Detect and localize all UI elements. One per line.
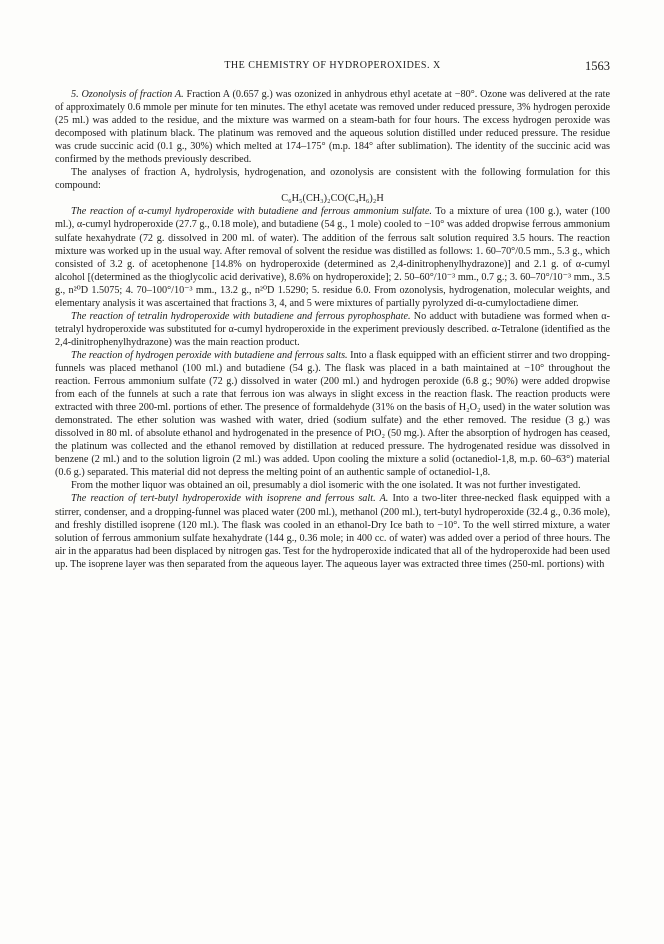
paragraph-tetralin bbox=[55, 310, 610, 349]
paragraph-text: Into a flask equipped with an efficient stirrer and two dropping-funnels was placed methanol (100 ml.) and butadiene (54 g.). The flask was placed in a bath maintained at −10° throughout the reaction. Ferrous ammonium sulfate (72 g.) dissolved in water (200 ml.) and hydrogen peroxide (6.8 g.; 90%) were added dropwise from each of the funnels at such a rate that ferrous ion was always in slight excess in the reaction flask. The reaction products were extracted with three 200-ml. portions of ether. The presence of formaldehyde (31% on the basis of H₂O₂ used) in the water solution was demonstrated. The ether solution was washed with water, dried (sodium sulfate) and the ether removed. The residue (3 g.) was dissolved in 80 ml. of absolute ethanol and hydrogenated in the presence of PtO₂ (50 mg.). After the absorption of hydrogen has ceased, the platinum was collected and the ethanol removed by distillation at reduced pressure. The hydrogenated residue was dissolved in benzene (2 ml.) and to the solution ligroin (2 ml.) was added. Upon cooling the mixture a solid (octanediol-1,8, m.p. 60–63°) material (0.6 g.) separated. This material did not depress the melting point of an authentic sample of octanediol-1,8. bbox=[55, 349, 610, 479]
paragraph-tert-butyl bbox=[55, 492, 610, 570]
running-head bbox=[55, 60, 610, 76]
paragraph-text: From the mother liquor was obtained an oil, presumably a diol isomeric with the one isolated. It was not further investigated. bbox=[71, 480, 581, 492]
paragraph-text: Into a two-liter three-necked flask equipped with a stirrer, condenser, and a dropping-funnel was placed water (200 ml.), methanol (200 ml.), tert-butyl hydroperoxide (32.4 g., 0.36 mole), and freshly distilled isoprene (120 ml.). The flask was cooled in an ethanol-Dry Ice bath to −10°. To the well stirred mixture, a water solution of ferrous ammonium sulfate hexahydrate (144 g., 0.36 mole; in 400 cc. of water) was added over a period of three hours. The air in the apparatus had been displaced by nitrogen gas. Test for the hydroperoxide indicated that all of the hydroperoxide had been used up. The isoprene layer was then separated from the aqueous layer. The aqueous layer was extracted three times (250-ml. portions) with bbox=[55, 493, 611, 570]
paragraph-text: No adduct with butadiene was formed when α-tetralyl hydroperoxide was substituted for α-cumyl hydroperoxide in the experiment previously described. α-Tetralone (identified as the 2,4-dinitrophenylhydrazone) was the main reaction product. bbox=[55, 310, 610, 348]
section-lead: The reaction of tetralin hydroperoxide with butadiene and ferrous pyrophosphate. bbox=[71, 310, 411, 322]
journal-page bbox=[55, 60, 610, 571]
article-body bbox=[55, 88, 610, 571]
paragraph-cumyl-butadiene bbox=[55, 205, 610, 309]
section-lead: The reaction of α-cumyl hydroperoxide with butadiene and ferrous ammonium sulfate. bbox=[71, 206, 432, 218]
paragraph-text: The analyses of fraction A, hydrolysis, hydrogenation, and ozonolysis are consistent with the following formulation for this compound: bbox=[55, 167, 610, 192]
page-number: 1563 bbox=[585, 59, 610, 73]
paragraph-text: To a mixture of urea (100 g.), water (100 ml.), α-cumyl hydroperoxide (27.7 g., 0.18 mole), and butadiene (54 g., 1 mole) cooled to −10° was added dropwise ferrous ammonium sulfate hexahydrate (72 g. dissolved in 200 ml. of water). The addition of the ferrous salt solution required 3.5 hours. The reaction mixture was worked up in the usual way. After removal of solvent the residue was distilled as follows: 1. 60–70°/0.5 mm., 5.3 g., which consisted of 3.2 g. of acetophenone [14.8% on hydroperoxide (determined as 2,4-dinitrophenylhydrazone)] and 2.1 g. of α-cumyl alcohol [(determined as the thioglycolic acid derivative), 8.6% on hydroperoxide]; 2. 50–60°/10⁻³ mm., 0.7 g.; 3. 60–70°/10⁻³ mm., 3.5 g., n²⁰D 1.5075; 4. 70–100°/10⁻³ mm., 13.2 g., n²⁰D 1.5290; 5. residue 6.0. From ozonolysis, hydrogenation, molecular weights, and elementary analysis it was ascertained that fractions 3, 4, and 5 were mixtures of partially pyrolyzed di-α-cumyloctadiene dimer. bbox=[55, 206, 610, 309]
section-lead: The reaction of tert-butyl hydroperoxide with isoprene and ferrous salt. A. bbox=[71, 493, 389, 505]
paragraph-ozonolysis bbox=[55, 88, 610, 166]
formula-text: C₆H₅(CH₃)₂CO(C₄H₆)₂H bbox=[281, 193, 384, 205]
paragraph-text: Fraction A (0.657 g.) was ozonized in anhydrous ethyl acetate at −80°. Ozone was delivered at the rate of approximately 0.6 mmole per minute for ten minutes. The ethyl acetate was removed under reduced pressure, 3% hydrogen peroxide (25 ml.) was added to the residue, and the mixture was warmed on a steam-bath for four hours. The excess hydrogen peroxide was decomposed with platinum black. The platinum was removed and the aqueous solution distilled under reduced pressure. The residue was crude succinic acid (0.1 g., 30%) which melted at 174–175° (m.p. 184° after sublimation). The identity of the succinic acid was confirmed by the methods previously described. bbox=[55, 89, 610, 166]
section-lead: The reaction of hydrogen peroxide with butadiene and ferrous salts. bbox=[71, 349, 348, 361]
paragraph-mother-liquor bbox=[55, 479, 610, 492]
running-title: THE CHEMISTRY OF HYDROPEROXIDES. X bbox=[224, 60, 441, 71]
chemical-formula bbox=[55, 192, 610, 205]
section-lead: 5. Ozonolysis of fraction A. bbox=[71, 89, 184, 100]
paragraph-hydrogen-peroxide bbox=[55, 349, 610, 479]
paragraph-analyses bbox=[55, 166, 610, 192]
